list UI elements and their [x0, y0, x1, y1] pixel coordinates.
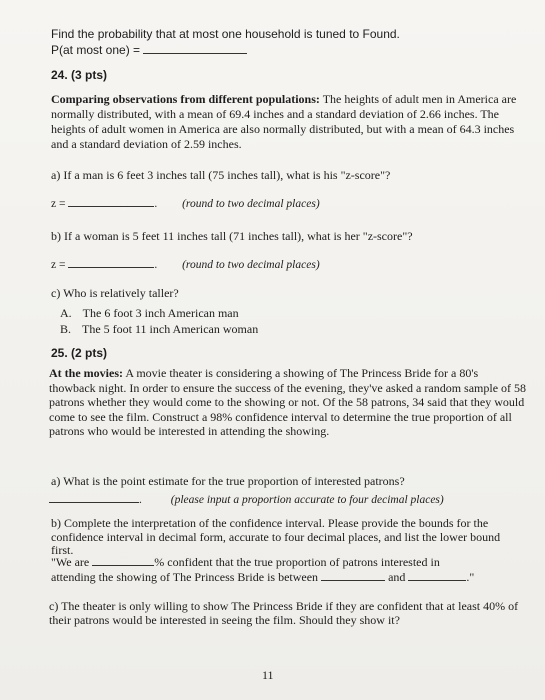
q24-intro-title: Comparing observations from different populations: [51, 92, 320, 106]
q23-answer-row [51, 43, 247, 57]
q24-part-a-answer: z = . (round to two decimal places) [51, 198, 320, 210]
q25-intro-text: A movie theater is considering a showing of The Princess Bride for a 80's thowback night. In order to ensure the success of the evening, they've asked a random sample of 58 patrons whether they would come to the showing or not. Of the 58 patrons, 34 said that they would come to see the film. Construct a 98% confidence interval to determine the true proportion of all patrons who would be interested in attending the showing. [49, 366, 527, 438]
q24-part-c: c) Who is relatively taller? [51, 286, 179, 300]
q24-part-b: b) If a woman is 5 feet 11 inches tall (71 inches tall), what is her "z-score"? [51, 229, 413, 243]
q24-header: 24. (3 pts) [51, 68, 108, 82]
lower-bound-blank[interactable] [321, 570, 385, 581]
choice-b[interactable] [60, 322, 258, 337]
end-quote: ." [466, 570, 475, 584]
page-number: 11 [262, 668, 274, 682]
choice-text: The 5 foot 11 inch American woman [82, 322, 259, 336]
z-answer-blank-a[interactable] [68, 196, 154, 207]
q25-part-a-note: (please input a proportion accurate to four decimal places) [170, 494, 444, 506]
q25-interp-line1 [51, 555, 440, 570]
round-note-a: (round to two decimal places) [182, 198, 320, 210]
q25-part-b: b) Complete the interpretation of the confidence interval. Please provide the bounds for the confidence interval in decimal form, accurate to four decimal places, and list the lower bound first. [51, 516, 501, 557]
q24-part-a: a) If a man is 6 feet 3 inches tall (75 inches tall), what is his "z-score"? [51, 168, 391, 182]
q25-part-c: c) The theater is only willing to show The Princess Bride if they are confident that at least 40% of their patrons would be interested in seeing the film. Should they show it? [49, 599, 519, 627]
confidence-level-blank[interactable] [92, 555, 154, 566]
confident-text: % confident that the true proportion of patrons interested in [154, 555, 440, 569]
q24-intro-text: The heights of adult men in America are normally distributed, with a mean of 69.4 inches and a standard deviation of 2.66 inches. The heights of adult women in America are also normally distributed, but with a mean of 64.3 inches and a standard deviation of 2.59 inches. [51, 92, 517, 151]
upper-bound-blank[interactable] [408, 570, 466, 581]
q23-prompt: Find the probability that at most one household is tuned to Found. [51, 27, 400, 41]
round-note-b: (round to two decimal places) [182, 259, 320, 271]
choice-text: The 6 foot 3 inch American man [82, 306, 239, 320]
q24-part-b-answer: z = . (round to two decimal places) [51, 259, 320, 271]
q25-intro-title: At the movies: [49, 366, 123, 380]
choice-a[interactable] [60, 306, 239, 321]
we-are-text: "We are [51, 555, 90, 569]
choice-letter: A. [60, 306, 72, 320]
q25-part-a: a) What is the point estimate for the true proportion of interested patrons? [51, 474, 405, 488]
q25-header: 25. (2 pts) [51, 346, 108, 360]
q25-interp-line2 [51, 570, 474, 585]
q23-answer-blank[interactable] [143, 43, 247, 54]
z-answer-blank-b[interactable] [68, 257, 154, 268]
q23-answer-label: P(at most one) = [51, 43, 141, 57]
point-estimate-blank[interactable] [49, 492, 139, 503]
z-label: z = [51, 259, 66, 271]
q24-intro [51, 92, 527, 152]
z-label: z = [51, 198, 66, 210]
and-text: and [388, 570, 406, 584]
q25-part-a-answer: . (please input a proportion accurate to four decimal places) [49, 492, 444, 506]
choice-letter: B. [60, 322, 72, 336]
q25-intro [49, 366, 527, 439]
attending-text: attending the showing of The Princess Bride is between [51, 570, 319, 584]
